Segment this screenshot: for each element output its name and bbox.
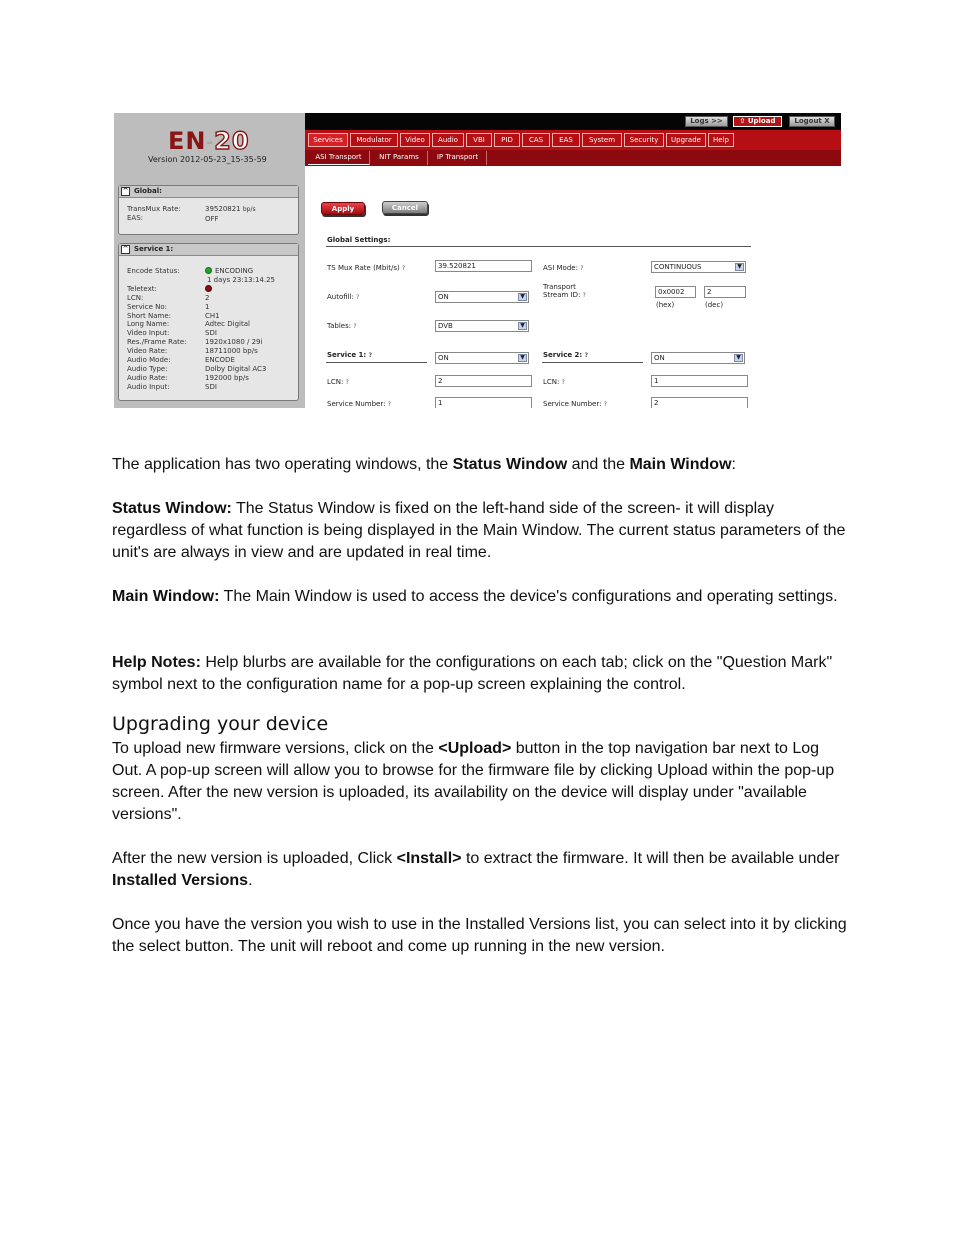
encoding-status-icon xyxy=(205,267,212,274)
lcn1-label: LCN: ? xyxy=(327,378,349,386)
service1-select[interactable]: ON ▼ xyxy=(435,352,529,364)
upload-icon: ⇧ xyxy=(739,117,746,125)
service1-panel-header[interactable]: ^ Service 1: xyxy=(119,244,298,256)
tab-security[interactable]: Security xyxy=(624,133,664,147)
en20-logo: EN-20 xyxy=(168,127,250,155)
tab-eas[interactable]: EAS xyxy=(552,133,580,147)
help-icon[interactable]: ? xyxy=(401,265,406,272)
help-icon[interactable]: ? xyxy=(582,292,586,299)
upgrading-heading: Upgrading your device xyxy=(112,713,329,735)
tab-services[interactable]: Services xyxy=(308,133,348,147)
top-bar xyxy=(305,113,841,130)
service-number2-input[interactable]: 2 xyxy=(651,397,748,408)
help-icon[interactable]: ? xyxy=(356,294,360,301)
help-icon[interactable]: ? xyxy=(353,323,357,330)
transport-stream-id-label: Transport Stream ID: ? xyxy=(543,283,586,299)
tab-pid[interactable]: PID xyxy=(494,133,520,147)
transport-stream-id-hex-input[interactable]: 0x0002 xyxy=(655,286,696,298)
global-labels: TransMux Rate: EAS: xyxy=(127,205,181,222)
divider xyxy=(326,246,751,247)
service1-panel xyxy=(118,243,299,401)
service1-values: ENCODING 1 days 23:13:14.25 2 1 CH1 Adtec Digital SDI 1920x1080 / 29i 18711000 bp/s ENCODE Dolby Digital AC3 192000 bp/s SDI xyxy=(205,267,275,391)
upload-paragraph: To upload new firmware versions, click on the <Upload> button in the top navigation bar next to Log Out. A pop-up screen will allow you to browse for the firmware file by clicking Upload within the pop-up screen. After the new version is uploaded, its availability on the device will display under "available versions". xyxy=(112,740,835,823)
en20-ui-screenshot xyxy=(114,113,841,408)
collapse-icon[interactable]: ^ xyxy=(122,187,129,195)
sub-nav xyxy=(305,150,841,166)
version-label: Version 2012-05-23_15-35-59 xyxy=(148,155,267,164)
chevron-down-icon: ▼ xyxy=(735,263,744,271)
cancel-button[interactable]: Cancel xyxy=(382,201,428,214)
dec-label: (dec) xyxy=(705,301,724,309)
apply-button[interactable]: Apply xyxy=(321,202,365,215)
transport-stream-id-dec-input[interactable]: 2 xyxy=(704,286,746,298)
global-values: 39520821 bp/s OFF xyxy=(205,205,256,223)
tab-upgrade[interactable]: Upgrade xyxy=(666,133,706,147)
global-settings-heading: Global Settings: xyxy=(327,236,391,244)
service-number1-input[interactable]: 1 xyxy=(435,397,532,408)
chevron-down-icon: ▼ xyxy=(734,354,743,362)
asi-mode-label: ASI Mode: ? xyxy=(543,264,584,272)
service-number1-label: Service Number: ? xyxy=(327,400,391,408)
main-nav xyxy=(305,130,841,150)
global-panel xyxy=(118,185,299,235)
global-panel-header[interactable]: ^ Global: xyxy=(119,186,298,198)
logout-button[interactable]: Logout X xyxy=(789,116,835,127)
help-icon[interactable]: ? xyxy=(387,401,391,408)
subtab-asi-transport[interactable]: ASI Transport xyxy=(308,151,370,165)
teletext-status-icon xyxy=(205,285,212,292)
help-icon[interactable]: ? xyxy=(345,379,349,386)
tab-vbi[interactable]: VBI xyxy=(466,133,492,147)
help-notes-paragraph: Help Notes: Help blurbs are available for the configurations on each tab; click on the "Question Mark" symbol next to the configuration name for a pop-up screen explaining the control. xyxy=(112,654,833,693)
help-icon[interactable]: ? xyxy=(368,352,373,359)
tab-modulator[interactable]: Modulator xyxy=(350,133,398,147)
status-window-paragraph: Status Window: The Status Window is fixed on the left-hand side of the screen- it will display regardless of what function is being displayed in the Main Window. The current status parameters of the unit's are always in view and are updated in real time. xyxy=(112,500,846,561)
tables-select[interactable]: DVB ▼ xyxy=(435,320,529,332)
help-icon[interactable]: ? xyxy=(603,401,607,408)
chevron-down-icon: ▼ xyxy=(518,354,527,362)
collapse-icon[interactable]: ^ xyxy=(122,245,129,253)
ts-mux-rate-label: TS Mux Rate (Mbit/s) ? xyxy=(327,264,406,272)
subtab-nit-params[interactable]: NIT Params xyxy=(371,151,428,165)
lcn2-label: LCN: ? xyxy=(543,378,565,386)
intro-paragraph: The application has two operating windows, the Status Window and the Main Window: xyxy=(112,456,736,473)
subtab-ip-transport[interactable]: IP Transport xyxy=(429,151,487,165)
tab-cas[interactable]: CAS xyxy=(522,133,550,147)
autofill-label: Autofill: ? xyxy=(327,293,360,301)
chevron-down-icon: ▼ xyxy=(518,322,527,330)
logs-button[interactable]: Logs >> xyxy=(685,116,728,127)
help-icon[interactable]: ? xyxy=(561,379,565,386)
main-window-paragraph: Main Window: The Main Window is used to access the device's configurations and operating settings. xyxy=(112,588,838,605)
autofill-select[interactable]: ON ▼ xyxy=(435,291,529,303)
install-paragraph: After the new version is uploaded, Click <Install> to extract the firmware. It will then be available under Installed Versions. xyxy=(112,850,840,889)
upload-button[interactable]: ⇧ Upload xyxy=(733,116,782,127)
tables-label: Tables: ? xyxy=(327,322,357,330)
service2-select[interactable]: ON ▼ xyxy=(651,352,745,364)
help-icon[interactable]: ? xyxy=(584,352,589,359)
tab-video[interactable]: Video xyxy=(400,133,430,147)
select-version-paragraph: Once you have the version you wish to use in the Installed Versions list, you can select into it by clicking the select button. The unit will reboot and come up running in the new version. xyxy=(112,916,847,955)
lcn1-input[interactable]: 2 xyxy=(435,375,532,387)
tab-system[interactable]: System xyxy=(582,133,622,147)
service2-label: Service 2: ? xyxy=(543,351,589,359)
ts-mux-rate-input[interactable]: 39.520821 xyxy=(435,260,532,272)
chevron-down-icon: ▼ xyxy=(518,293,527,301)
status-window xyxy=(114,113,305,408)
divider xyxy=(542,362,643,363)
asi-mode-select[interactable]: CONTINUOUS ▼ xyxy=(651,261,746,273)
divider xyxy=(326,362,427,363)
hex-label: (hex) xyxy=(656,301,675,309)
lcn2-input[interactable]: 1 xyxy=(651,375,748,387)
service-number2-label: Service Number: ? xyxy=(543,400,607,408)
service1-label: Service 1: ? xyxy=(327,351,373,359)
service1-labels: Encode Status: Teletext: LCN: Service No: Short Name: Long Name: Video Input: Res./Frame Rate: Video Rate: Audio Mode: Audio Type: Audio Rate: Audio Input: xyxy=(127,267,187,391)
tab-help[interactable]: Help xyxy=(708,133,734,147)
tab-audio[interactable]: Audio xyxy=(432,133,464,147)
help-icon[interactable]: ? xyxy=(580,265,584,272)
